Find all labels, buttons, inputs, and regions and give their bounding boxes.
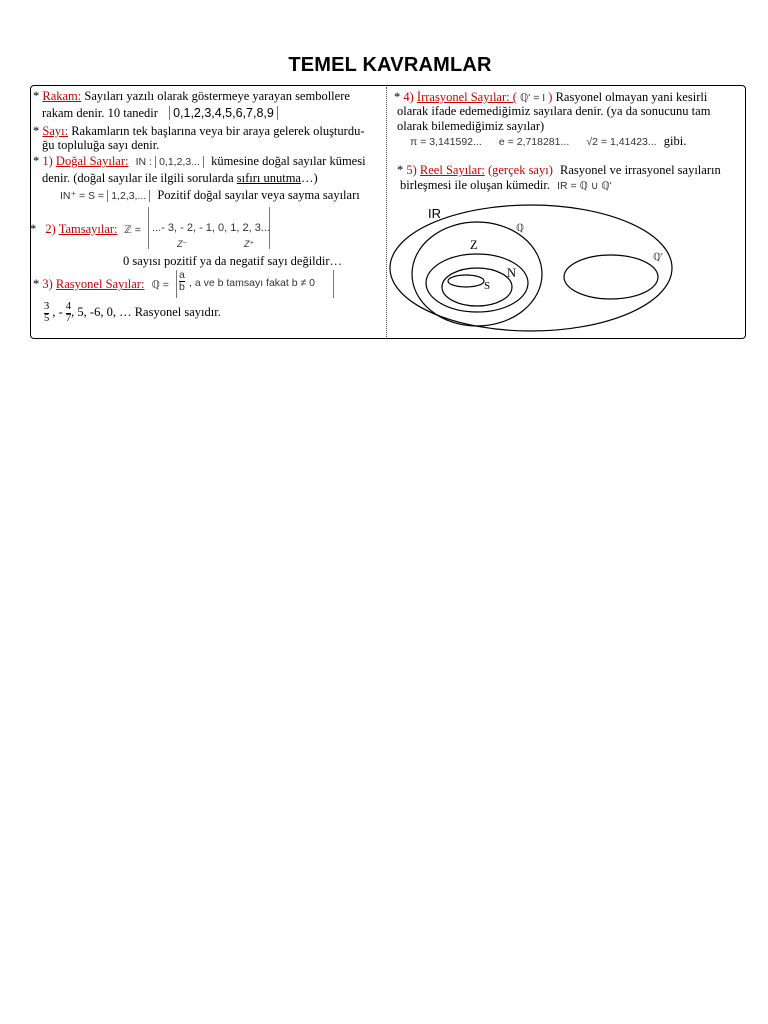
rasyonel-fraction: $\frac{a}{b}$	[179, 269, 185, 293]
page-title: TEMEL KAVRAMLAR	[288, 54, 492, 76]
rakam-term: Rakam:	[42, 89, 82, 103]
venn-label-n: N	[507, 266, 517, 280]
rasyonel-examples: $\frac{3}{5}$ , - $\frac{4}{7}$ , 5, -6, 0, … Rasyonel sayıdır.	[44, 301, 221, 324]
venn-label-z: Z	[470, 238, 478, 252]
venn-irrasyonel-set	[564, 255, 658, 299]
venn-label-r: IR	[428, 206, 441, 221]
rasyonel-definition: * 3) Rasyonel Sayılar: ℚ =	[33, 277, 169, 291]
venn-tamsayi-set	[426, 254, 528, 312]
venn-label-q: ℚ	[516, 223, 524, 234]
pi-value: π = 3,141592...	[410, 136, 482, 148]
e-value: e = 2,718281...	[498, 136, 570, 148]
digits-set: 0,1,2,3,4,5,6,7,8,9	[169, 106, 278, 120]
z-positive-label: Z⁺	[244, 239, 255, 249]
venn-label-s: S	[484, 280, 491, 292]
irrasyonel-definition: * 4) İrrasyonel Sayılar: ( ℚ' = I ) Rasyonel olmayan yani kesirli	[394, 90, 708, 104]
rakam-line2: rakam denir. 10 tanedir 0,1,2,3,4,5,6,7,8,9	[42, 106, 278, 120]
tamsayi-set: ...- 3, - 2, - 1, 0, 1, 2, 3...	[152, 222, 270, 234]
venn-label-qprime: ℚ'	[653, 252, 663, 263]
zero-note: 0 sayısı pozitif ya da negatif sayı değildir…	[123, 254, 343, 268]
reel-line2: birleşmesi ile oluşan kümedir. IR = ℚ ∪ ℚ'	[400, 178, 612, 192]
irrasyonel-term: İrrasyonel Sayılar: (	[416, 90, 517, 104]
venn-sayma-set	[448, 275, 484, 287]
sayi-line2: ğu topluluğa sayı denir.	[42, 138, 160, 152]
pozitif-symbol: IN⁺ = S =	[60, 190, 105, 202]
reel-term: Reel Sayılar:	[419, 163, 485, 177]
reel-formula: IR = ℚ ∪ ℚ'	[557, 180, 612, 192]
irrasyonel-line2: olarak ifade edemediğimiz sayılara denir. (ya da sonucunu tam	[397, 104, 711, 118]
dogal-line2: denir. (doğal sayılar ile ilgili sorularda sıfırı unutma…)	[42, 171, 318, 185]
rakam-definition: * Rakam: Sayıları yazılı olarak göstermeye yarayan sembollere	[33, 89, 350, 103]
pozitif-dogal: IN⁺ = S = 1,2,3,... Pozitif doğal sayılar veya sayma sayıları	[60, 188, 360, 202]
sayi-term: Sayı:	[42, 124, 69, 138]
reel-definition: * 5) Reel Sayılar: (gerçek sayı) Rasyonel ve irrasyonel sayıların	[397, 163, 721, 177]
dogal-term: Doğal Sayılar:	[55, 154, 129, 168]
sayi-definition: * Sayı: Rakamların tek başlarına veya bir araya gelerek oluşturdu-	[33, 124, 365, 138]
z-negative-label: Z⁻	[177, 239, 188, 249]
dogal-definition: * 1) Doğal Sayılar: IN : 0,1,2,3... kümesine doğal sayılar kümesi	[33, 154, 366, 168]
rasyonel-term: Rasyonel Sayılar:	[55, 277, 145, 291]
venn-dogal-set	[442, 268, 512, 306]
rasyonel-condition: , a ve b tamsayı fakat b ≠ 0	[189, 277, 315, 289]
dogal-set: 0,1,2,3...	[155, 156, 204, 168]
irrasyonel-line3: olarak bilemediğimiz sayılar)	[397, 119, 545, 133]
pozitif-set: 1,2,3,...	[107, 190, 150, 202]
tamsayi-definition: * 2) Tamsayılar:	[30, 222, 118, 236]
irrasyonel-examples: π = 3,141592... e = 2,718281... √2 = 1,41423... gibi.	[410, 134, 687, 148]
tamsayi-term: Tamsayılar:	[58, 222, 118, 236]
tamsayi-formula: ℤ =	[124, 224, 141, 236]
sqrt2-value: √2 = 1,41423...	[586, 136, 657, 148]
dogal-symbol: IN :	[135, 156, 152, 168]
